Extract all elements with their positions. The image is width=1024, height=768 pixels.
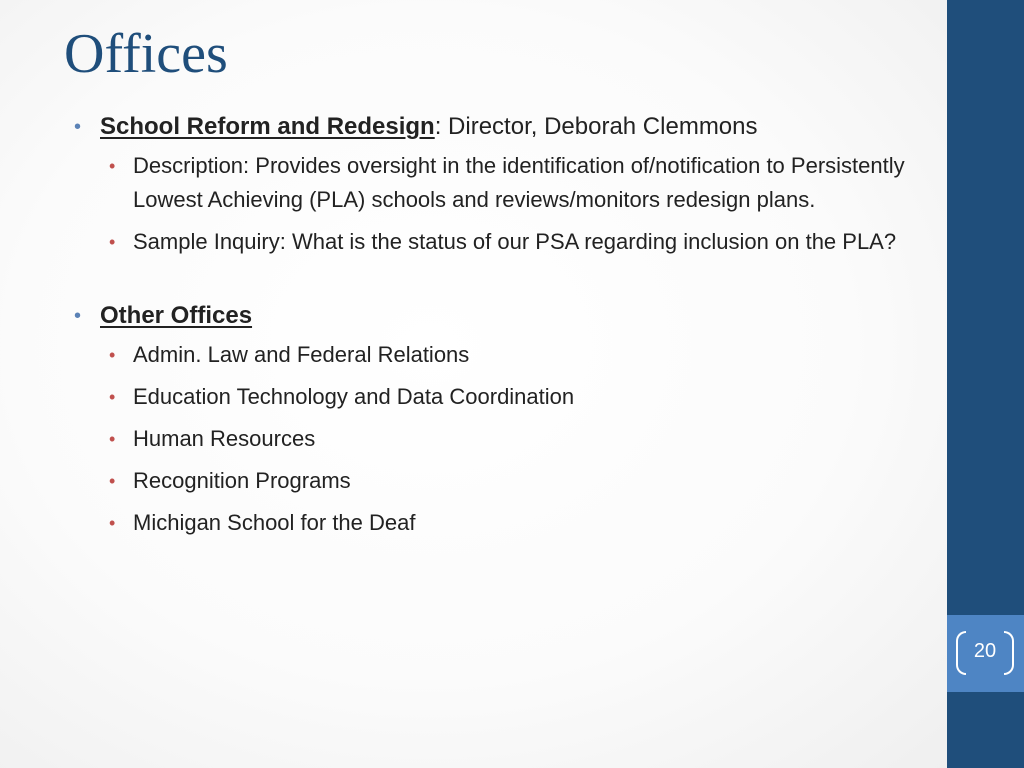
list-item (109, 338, 914, 372)
page-number: 20 (973, 640, 997, 662)
bullet-icon: • (74, 116, 82, 138)
bullet-icon: • (109, 513, 116, 533)
bullet-icon: • (109, 156, 116, 176)
bullet-icon: • (109, 387, 116, 407)
bullet-icon: • (109, 429, 116, 449)
list-item-text: Human Resources (133, 426, 316, 451)
slide-content (74, 108, 914, 540)
bullet-icon: • (109, 345, 116, 365)
slide-title: Offices (64, 23, 228, 85)
section-heading: School Reform and Redesign (100, 113, 435, 140)
sub-list (109, 149, 914, 259)
list-item-text: Description: Provides oversight in the identification of/notification to Persistently Lowest Achieving (PLA) schools and reviews/monitors redesign plans. (133, 153, 905, 212)
list-item-text: Sample Inquiry: What is the status of our PSA regarding inclusion on the PLA? (133, 229, 897, 254)
page-number-frame (956, 631, 1014, 675)
list-item (109, 422, 914, 456)
list-item-text: Education Technology and Data Coordination (133, 384, 575, 409)
bullet-icon: • (109, 471, 116, 491)
list-item (109, 225, 914, 259)
list-item-text: Recognition Programs (133, 468, 351, 493)
section-heading: Other Offices (100, 302, 253, 329)
list-item-text: Michigan School for the Deaf (133, 510, 416, 535)
page-number-box (947, 615, 1024, 692)
section-heading-suffix: : Director, Deborah Clemmons (434, 113, 758, 140)
section-school-reform (74, 108, 914, 146)
list-item (109, 464, 914, 498)
list-item (109, 380, 914, 414)
section-other-offices (74, 297, 914, 335)
sub-list (109, 338, 914, 540)
list-item-text: Admin. Law and Federal Relations (133, 342, 470, 367)
bullet-icon: • (109, 232, 116, 252)
list-item (109, 149, 914, 217)
list-item (109, 506, 914, 540)
bullet-icon: • (74, 305, 82, 327)
